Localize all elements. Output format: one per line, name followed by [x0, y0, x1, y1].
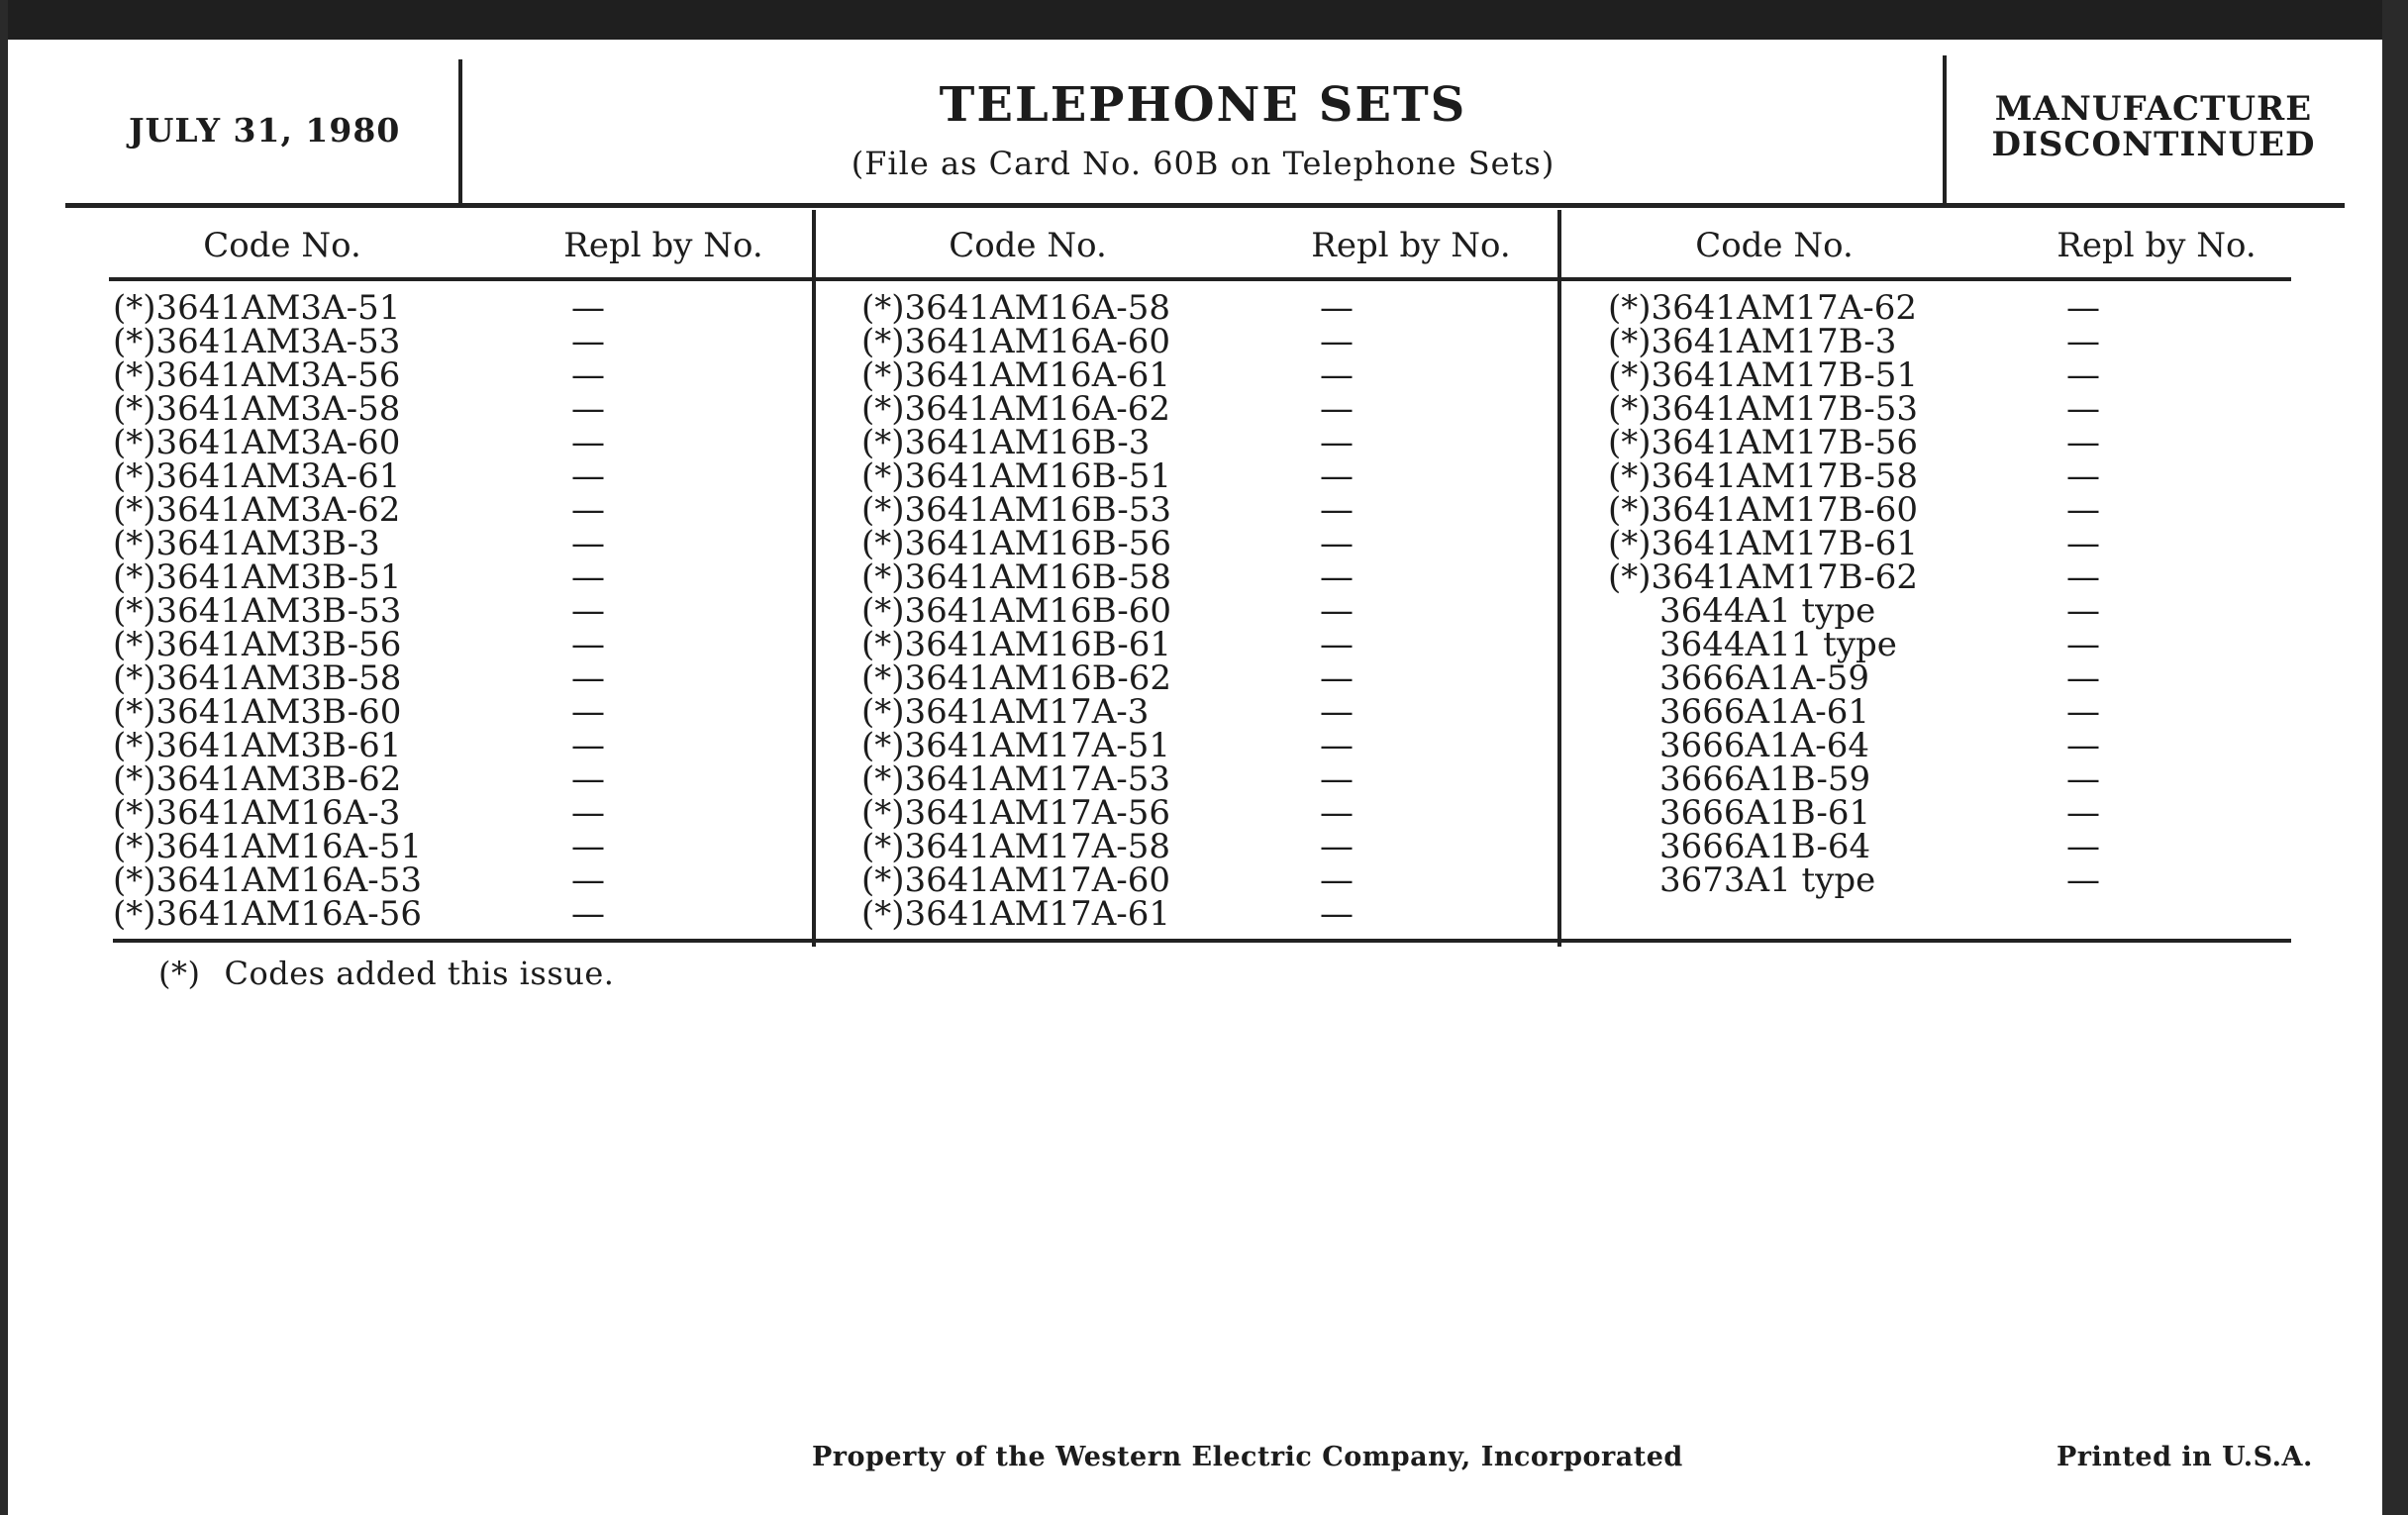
table-row — [113, 524, 648, 563]
table-bottom-rule — [113, 939, 2291, 943]
replacement-number: — — [571, 524, 605, 563]
code-number: (*)3641AM17A-56 — [861, 793, 1170, 833]
table-row — [113, 456, 648, 496]
replacement-number: — — [2066, 860, 2100, 900]
table-row — [861, 355, 1396, 395]
table-row — [861, 456, 1396, 496]
status-line-2: DISCONTINUED — [1991, 125, 2316, 164]
col3-repl-header: Repl by No. — [2057, 226, 2257, 265]
table-row — [1608, 726, 2143, 765]
replacement-number: — — [2066, 557, 2100, 597]
table-row — [861, 557, 1396, 597]
table-row — [113, 557, 648, 597]
table-row — [861, 625, 1396, 664]
table-row — [861, 288, 1396, 328]
replacement-number: — — [1320, 759, 1354, 799]
code-number: (*)3641AM16A-62 — [861, 389, 1170, 429]
table-row — [113, 894, 648, 934]
table-row — [1608, 591, 2143, 631]
page-title: TELEPHONE SETS — [939, 77, 1467, 133]
replacement-number: — — [2066, 658, 2100, 698]
replacement-number: — — [2066, 355, 2100, 395]
code-number: (*)3641AM3B-51 — [113, 557, 402, 597]
replacement-number: — — [1320, 355, 1354, 395]
table-row — [1608, 322, 2143, 361]
replacement-number: — — [2066, 793, 2100, 833]
table-row — [113, 591, 648, 631]
replacement-number: — — [1320, 423, 1354, 462]
scan-left-border — [0, 0, 8, 1515]
table-row — [1608, 355, 2143, 395]
replacement-number: — — [1320, 389, 1354, 429]
header-divider-left — [458, 59, 462, 208]
code-number: (*)3641AM16B-56 — [861, 524, 1172, 563]
table-row — [113, 793, 648, 833]
replacement-number: — — [571, 793, 605, 833]
replacement-number: — — [2066, 726, 2100, 765]
column-header-rule — [109, 277, 2291, 281]
scan-right-border — [2382, 0, 2408, 1515]
replacement-number: — — [2066, 692, 2100, 732]
footnote-text: Codes added this issue. — [224, 955, 615, 992]
table-row — [861, 692, 1396, 732]
replacement-number: — — [571, 456, 605, 496]
code-number: (*)3641AM16A-58 — [861, 288, 1170, 328]
footnote — [158, 955, 614, 992]
replacement-number: — — [2066, 456, 2100, 496]
col1-code-header: Code No. — [203, 226, 361, 265]
code-number: (*)3641AM3A-51 — [113, 288, 401, 328]
code-number: (*)3641AM16B-60 — [861, 591, 1172, 631]
col3-code-header: Code No. — [1695, 226, 1854, 265]
code-number: (*)3641AM3A-62 — [113, 490, 401, 530]
table-row — [861, 827, 1396, 866]
replacement-number: — — [2066, 827, 2100, 866]
code-number: (*)3641AM3B-62 — [113, 759, 402, 799]
header-divider-right — [1943, 55, 1947, 204]
code-number: (*)3641AM17A-58 — [861, 827, 1170, 866]
code-number: (*)3641AM16B-51 — [861, 456, 1172, 496]
code-number: (*)3641AM17A-53 — [861, 759, 1170, 799]
code-number: (*)3641AM3B-58 — [113, 658, 402, 698]
code-number: 3666A1B-59 — [1659, 759, 1871, 799]
code-number: (*)3641AM17B-58 — [1608, 456, 1919, 496]
replacement-number: — — [2066, 288, 2100, 328]
table-row — [1608, 658, 2143, 698]
table-row — [861, 860, 1396, 900]
replacement-number: — — [1320, 322, 1354, 361]
replacement-number: — — [571, 860, 605, 900]
code-number: (*)3641AM17B-61 — [1608, 524, 1919, 563]
table-row — [861, 423, 1396, 462]
table-row — [113, 490, 648, 530]
replacement-number: — — [2066, 490, 2100, 530]
replacement-number: — — [571, 355, 605, 395]
replacement-number: — — [571, 389, 605, 429]
code-number: (*)3641AM3A-56 — [113, 355, 401, 395]
code-number: (*)3641AM16A-56 — [113, 894, 422, 934]
table-row — [113, 389, 648, 429]
code-number: (*)3641AM3B-56 — [113, 625, 402, 664]
table-row — [861, 591, 1396, 631]
table-row — [861, 490, 1396, 530]
replacement-number: — — [571, 625, 605, 664]
replacement-number: — — [571, 288, 605, 328]
replacement-number: — — [1320, 591, 1354, 631]
code-number: (*)3641AM16A-61 — [861, 355, 1170, 395]
table-row — [113, 288, 648, 328]
replacement-number: — — [571, 894, 605, 934]
table-row — [1608, 423, 2143, 462]
replacement-number: — — [2066, 322, 2100, 361]
table-row — [861, 524, 1396, 563]
table-column-1 — [113, 288, 648, 934]
code-number: (*)3641AM17A-62 — [1608, 288, 1917, 328]
table-row — [861, 726, 1396, 765]
footer-property: Property of the Western Electric Company, Incorporated — [812, 1442, 1683, 1472]
replacement-number: — — [571, 827, 605, 866]
replacement-number: — — [571, 490, 605, 530]
footnote-marker: (*) — [158, 955, 201, 992]
code-number: (*)3641AM16B-3 — [861, 423, 1151, 462]
replacement-number: — — [2066, 591, 2100, 631]
code-number: (*)3641AM16A-51 — [113, 827, 422, 866]
column-separator-1 — [812, 210, 816, 947]
replacement-number: — — [2066, 423, 2100, 462]
table-row — [1608, 793, 2143, 833]
page-subtitle: (File as Card No. 60B on Telephone Sets) — [851, 145, 1555, 182]
table-row — [1608, 456, 2143, 496]
code-number: 3644A11 type — [1659, 625, 1897, 664]
code-number: (*)3641AM16B-62 — [861, 658, 1172, 698]
code-number: (*)3641AM3B-61 — [113, 726, 402, 765]
table-row — [861, 759, 1396, 799]
table-row — [113, 726, 648, 765]
table-row — [1608, 490, 2143, 530]
header-rule — [65, 203, 2345, 208]
code-number: (*)3641AM3A-61 — [113, 456, 401, 496]
col2-repl-header: Repl by No. — [1311, 226, 1511, 265]
code-number: (*)3641AM16B-61 — [861, 625, 1172, 664]
code-number: 3666A1B-61 — [1659, 793, 1871, 833]
code-number: (*)3641AM16A-53 — [113, 860, 422, 900]
replacement-number: — — [1320, 456, 1354, 496]
replacement-number: — — [1320, 524, 1354, 563]
table-row — [113, 860, 648, 900]
replacement-number: — — [571, 658, 605, 698]
table-row — [113, 692, 648, 732]
code-number: (*)3641AM17B-3 — [1608, 322, 1897, 361]
code-number: (*)3641AM17B-56 — [1608, 423, 1919, 462]
table-row — [861, 322, 1396, 361]
code-number: (*)3641AM17B-51 — [1608, 355, 1919, 395]
table-row — [1608, 557, 2143, 597]
code-number: 3666A1B-64 — [1659, 827, 1871, 866]
status-line-1: MANUFACTURE — [1994, 89, 2313, 129]
replacement-number: — — [571, 322, 605, 361]
replacement-number: — — [1320, 793, 1354, 833]
footer-printed: Printed in U.S.A. — [2057, 1442, 2313, 1472]
replacement-number: — — [1320, 490, 1354, 530]
code-number: (*)3641AM16B-53 — [861, 490, 1172, 530]
table-row — [1608, 692, 2143, 732]
table-column-3 — [1608, 288, 2143, 900]
code-number: (*)3641AM3B-60 — [113, 692, 402, 732]
table-row — [113, 355, 648, 395]
table-row — [113, 759, 648, 799]
code-number: (*)3641AM17B-62 — [1608, 557, 1919, 597]
table-row — [1608, 860, 2143, 900]
code-number: 3666A1A-59 — [1659, 658, 1870, 698]
scan-top-border — [0, 0, 2408, 40]
table-row — [1608, 759, 2143, 799]
replacement-number: — — [2066, 759, 2100, 799]
code-number: (*)3641AM16A-60 — [861, 322, 1170, 361]
table-row — [1608, 827, 2143, 866]
replacement-number: — — [1320, 625, 1354, 664]
code-number: 3666A1A-64 — [1659, 726, 1870, 765]
table-row — [861, 793, 1396, 833]
code-number: 3644A1 type — [1659, 591, 1876, 631]
replacement-number: — — [571, 726, 605, 765]
replacement-number: — — [571, 557, 605, 597]
col1-repl-header: Repl by No. — [563, 226, 763, 265]
replacement-number: — — [571, 692, 605, 732]
replacement-number: — — [571, 591, 605, 631]
code-number: 3673A1 type — [1659, 860, 1876, 900]
code-number: 3666A1A-61 — [1659, 692, 1870, 732]
replacement-number: — — [571, 759, 605, 799]
replacement-number: — — [1320, 288, 1354, 328]
replacement-number: — — [1320, 894, 1354, 934]
col2-code-header: Code No. — [949, 226, 1107, 265]
status-stamp — [1965, 91, 2342, 162]
table-row — [861, 658, 1396, 698]
code-number: (*)3641AM17A-51 — [861, 726, 1170, 765]
replacement-number: — — [1320, 658, 1354, 698]
table-row — [861, 389, 1396, 429]
table-row — [1608, 625, 2143, 664]
replacement-number: — — [571, 423, 605, 462]
replacement-number: — — [1320, 860, 1354, 900]
table-column-2 — [861, 288, 1396, 934]
table-row — [1608, 524, 2143, 563]
replacement-number: — — [2066, 625, 2100, 664]
code-number: (*)3641AM16B-58 — [861, 557, 1172, 597]
code-number: (*)3641AM3A-53 — [113, 322, 401, 361]
table-row — [113, 625, 648, 664]
replacement-number: — — [1320, 557, 1354, 597]
replacement-number: — — [1320, 692, 1354, 732]
table-row — [1608, 389, 2143, 429]
table-row — [113, 658, 648, 698]
code-number: (*)3641AM3A-58 — [113, 389, 401, 429]
code-number: (*)3641AM17B-60 — [1608, 490, 1919, 530]
table-row — [113, 827, 648, 866]
table-row — [1608, 288, 2143, 328]
code-number: (*)3641AM17B-53 — [1608, 389, 1919, 429]
column-separator-2 — [1557, 210, 1561, 947]
code-number: (*)3641AM17A-61 — [861, 894, 1170, 934]
code-number: (*)3641AM3A-60 — [113, 423, 401, 462]
replacement-number: — — [2066, 389, 2100, 429]
replacement-number: — — [1320, 827, 1354, 866]
replacement-number: — — [1320, 726, 1354, 765]
code-number: (*)3641AM17A-3 — [861, 692, 1150, 732]
table-row — [861, 894, 1396, 934]
code-number: (*)3641AM17A-60 — [861, 860, 1170, 900]
table-row — [113, 322, 648, 361]
code-number: (*)3641AM3B-53 — [113, 591, 402, 631]
code-number: (*)3641AM16A-3 — [113, 793, 401, 833]
issue-date: JULY 31, 1980 — [129, 111, 401, 150]
table-row — [113, 423, 648, 462]
replacement-number: — — [2066, 524, 2100, 563]
code-number: (*)3641AM3B-3 — [113, 524, 380, 563]
